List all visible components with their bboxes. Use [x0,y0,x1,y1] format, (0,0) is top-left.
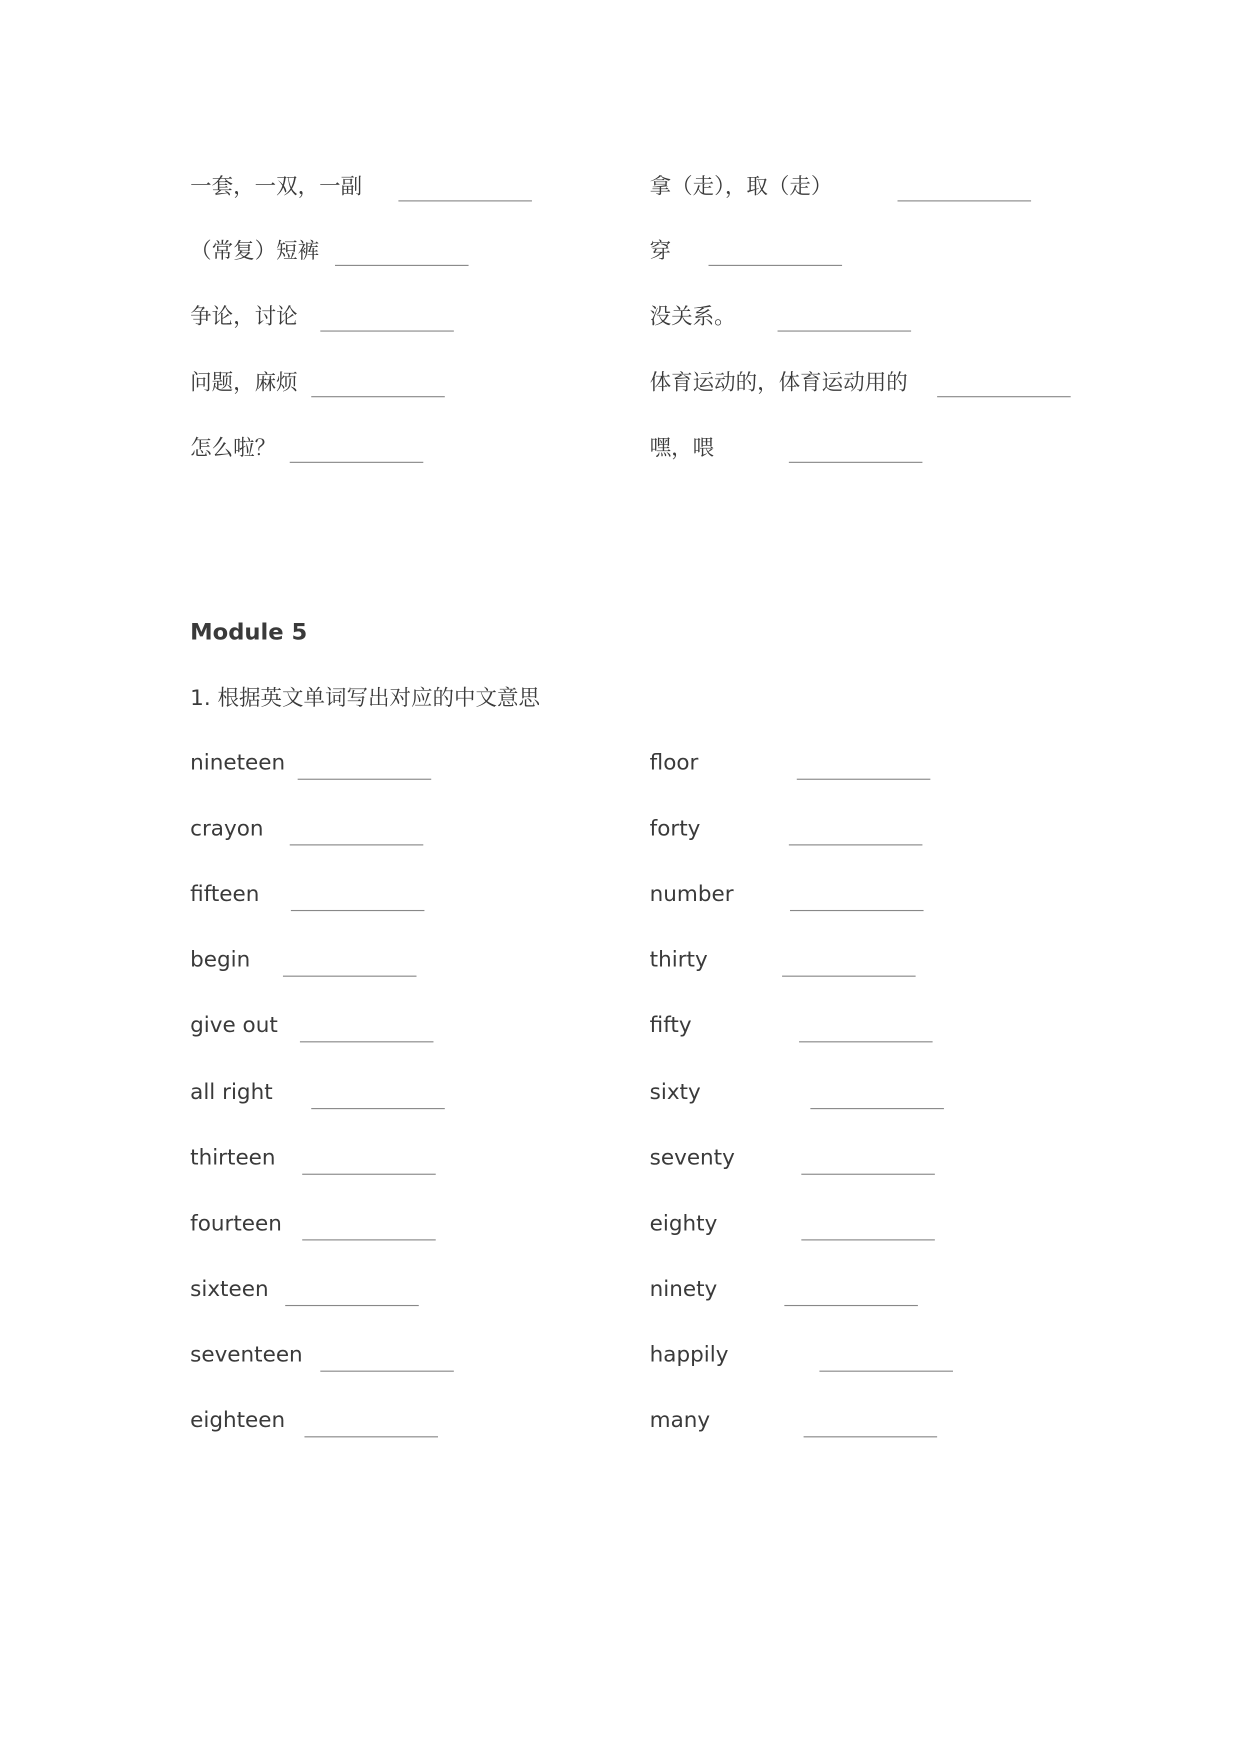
answer-blank[interactable] [709,265,843,266]
vocab-prompt: 怎么啦？ [190,435,277,461]
vocab-word: give out [190,1013,278,1039]
answer-blank[interactable] [311,396,445,397]
answer-blank[interactable] [320,1370,454,1371]
answer-blank[interactable] [804,1436,938,1437]
answer-blank[interactable] [335,265,469,266]
answer-blank[interactable] [898,200,1032,201]
answer-blank[interactable] [819,1370,953,1371]
vocab-prompt: 争论，讨论 [190,304,298,330]
vocab-prompt: （常复）短裤 [190,238,320,264]
vocab-word: seventy [649,1144,735,1170]
vocab-prompt: 问题，麻烦 [190,370,298,395]
vocab-word: nineteen [190,750,286,776]
answer-blank[interactable] [290,844,424,845]
answer-blank[interactable] [784,1305,918,1306]
answer-blank[interactable] [810,1107,944,1108]
answer-blank[interactable] [320,330,454,331]
vocab-word: many [649,1407,711,1433]
vocab-word: forty [649,816,701,842]
vocab-word: thirteen [190,1144,276,1170]
answer-blank[interactable] [290,462,424,463]
answer-blank[interactable] [782,976,916,977]
answer-blank[interactable] [801,1173,935,1174]
answer-blank[interactable] [799,1042,933,1043]
vocab-prompt: 一套，一双，一副 [190,174,363,200]
answer-blank[interactable] [797,779,931,780]
vocab-prompt: 没关系。 [649,304,736,330]
answer-blank[interactable] [311,1107,445,1108]
answer-blank[interactable] [790,910,924,911]
answer-blank[interactable] [283,976,417,977]
instruction: 1. 根据英文单词写出对应的中文意思 [190,685,541,711]
answer-blank[interactable] [778,330,912,331]
vocab-word: ninety [649,1276,718,1302]
vocab-word: sixty [649,1079,701,1105]
answer-blank[interactable] [789,462,923,463]
module-title: Module 5 [190,617,308,646]
vocab-word: number [649,881,734,907]
vocab-word: floor [649,750,699,776]
answer-blank[interactable] [302,1173,436,1174]
answer-blank[interactable] [285,1305,419,1306]
answer-blank[interactable] [937,396,1071,397]
answer-blank[interactable] [298,779,432,780]
vocab-word: fifty [649,1013,692,1039]
answer-blank[interactable] [300,1042,434,1043]
vocab-prompt: 嘿，喂 [649,435,715,461]
vocab-word: crayon [190,816,264,842]
vocab-word: eighteen [190,1407,286,1433]
vocab-word: fifteen [190,881,260,907]
vocab-word: all right [190,1079,273,1105]
answer-blank[interactable] [789,844,923,845]
vocab-word: begin [190,947,251,973]
vocab-prompt: 拿（走），取（走） [649,174,833,200]
vocab-word: thirty [649,947,708,973]
vocab-word: seventeen [190,1342,303,1368]
vocab-word: happily [649,1342,729,1368]
vocab-word: eighty [649,1210,718,1236]
answer-blank[interactable] [304,1436,438,1437]
vocab-word: sixteen [190,1276,269,1302]
vocab-prompt: 穿 [649,238,672,264]
answer-blank[interactable] [801,1239,935,1240]
answer-blank[interactable] [302,1239,436,1240]
vocab-prompt: 体育运动的，体育运动用的 [649,370,908,395]
answer-blank[interactable] [398,200,532,201]
vocab-word: fourteen [190,1210,282,1236]
answer-blank[interactable] [291,910,425,911]
